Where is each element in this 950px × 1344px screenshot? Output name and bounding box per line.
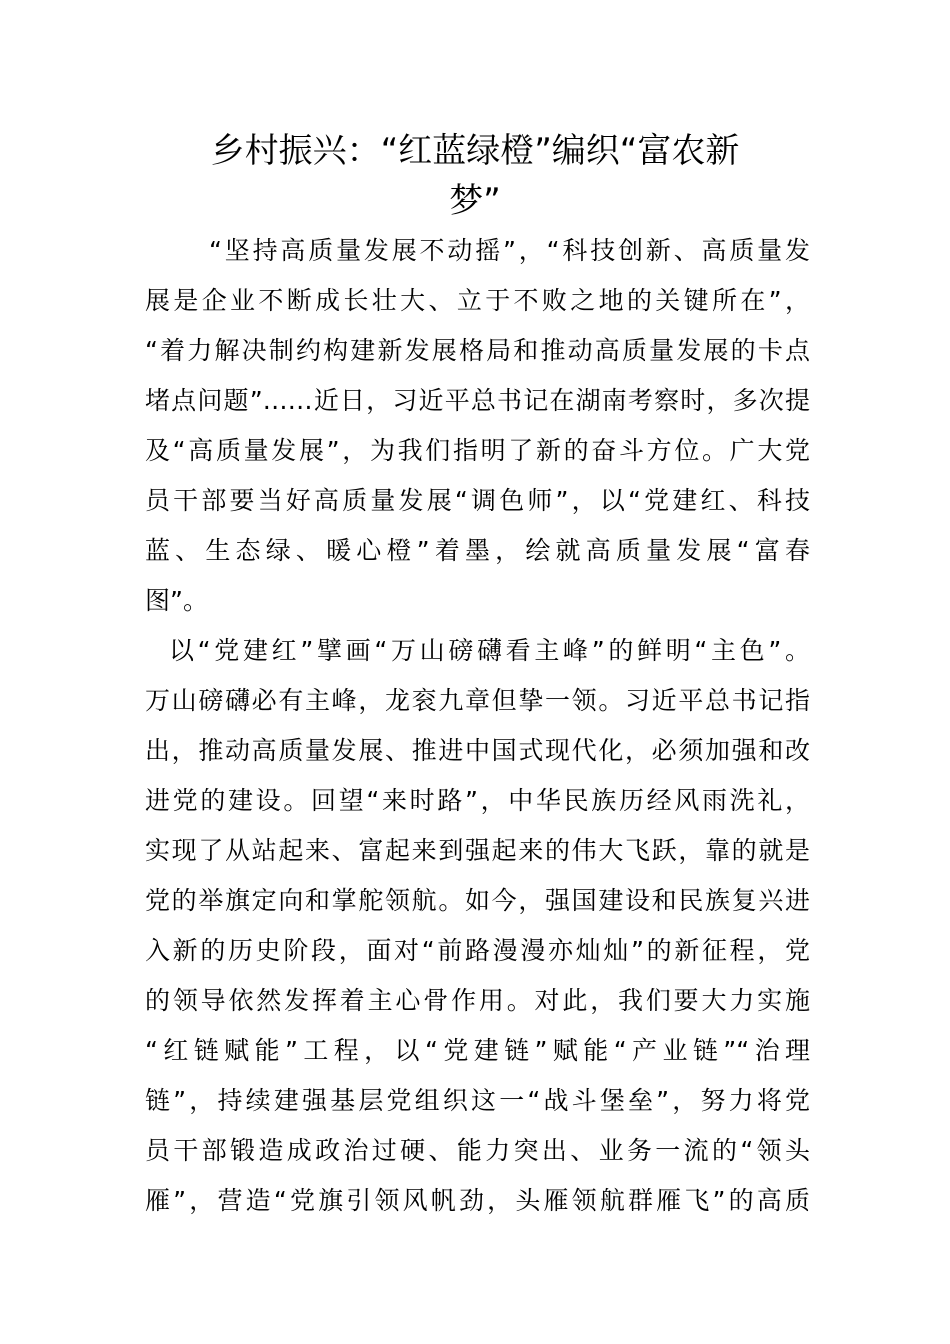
paragraph-1 xyxy=(145,226,810,626)
text-line: 图”。 xyxy=(145,586,208,615)
text-line: 的领导依然发挥着主心骨作用。对此，我们要大力实施 xyxy=(145,986,810,1015)
document-body xyxy=(145,226,810,1226)
document-title xyxy=(160,126,790,226)
text-line: 入新的历史阶段，面对“前路漫漫亦灿灿”的新征程，党 xyxy=(145,936,810,965)
text-line: 党的举旗定向和掌舵领航。如今，强国建设和民族复兴进 xyxy=(145,886,810,915)
text-line: 雁”，营造“党旗引领风帆劲，头雁领航群雁飞”的高质 xyxy=(145,1186,810,1215)
text-line: 出，推动高质量发展、推进中国式现代化，必须加强和改 xyxy=(145,736,810,765)
title-line: 梦” xyxy=(449,181,501,221)
text-line: 链”，持续建强基层党组织这一“战斗堡垒”，努力将党 xyxy=(145,1086,810,1115)
text-line: 展是企业不断成长壮大、立于不败之地的关键所在”， xyxy=(145,286,810,315)
paragraph-2 xyxy=(145,626,810,1226)
text-line: 万山磅礴必有主峰，龙衮九章但挚一领。习近平总书记指 xyxy=(145,686,810,715)
text-line: 及“高质量发展”，为我们指明了新的奋斗方位。广大党 xyxy=(145,436,810,465)
text-line: “红链赋能”工程，以“党建链”赋能“产业链”“治理 xyxy=(145,1036,810,1065)
text-line: “坚持高质量发展不动摇”，“科技创新、高质量发 xyxy=(209,236,810,265)
text-line: 进党的建设。回望“来时路”，中华民族历经风雨洗礼， xyxy=(145,786,810,815)
text-line: 堵点问题”……近日，习近平总书记在湖南考察时，多次提 xyxy=(145,386,810,415)
text-line: 实现了从站起来、富起来到强起来的伟大飞跃，靠的就是 xyxy=(145,836,810,865)
text-line: “着力解决制约构建新发展格局和推动高质量发展的卡点 xyxy=(145,336,810,365)
text-line: 蓝、生态绿、暖心橙”着墨，绘就高质量发展“富春 xyxy=(145,536,810,565)
title-line: 乡村振兴：“红蓝绿橙”编织“富农新 xyxy=(210,131,740,171)
text-line: 员干部要当好高质量发展“调色师”，以“党建红、科技 xyxy=(145,486,810,515)
text-line: 以“党建红”擘画“万山磅礴看主峰”的鲜明“主色”。 xyxy=(169,636,810,665)
text-line: 员干部锻造成政治过硬、能力突出、业务一流的“领头 xyxy=(145,1136,810,1165)
